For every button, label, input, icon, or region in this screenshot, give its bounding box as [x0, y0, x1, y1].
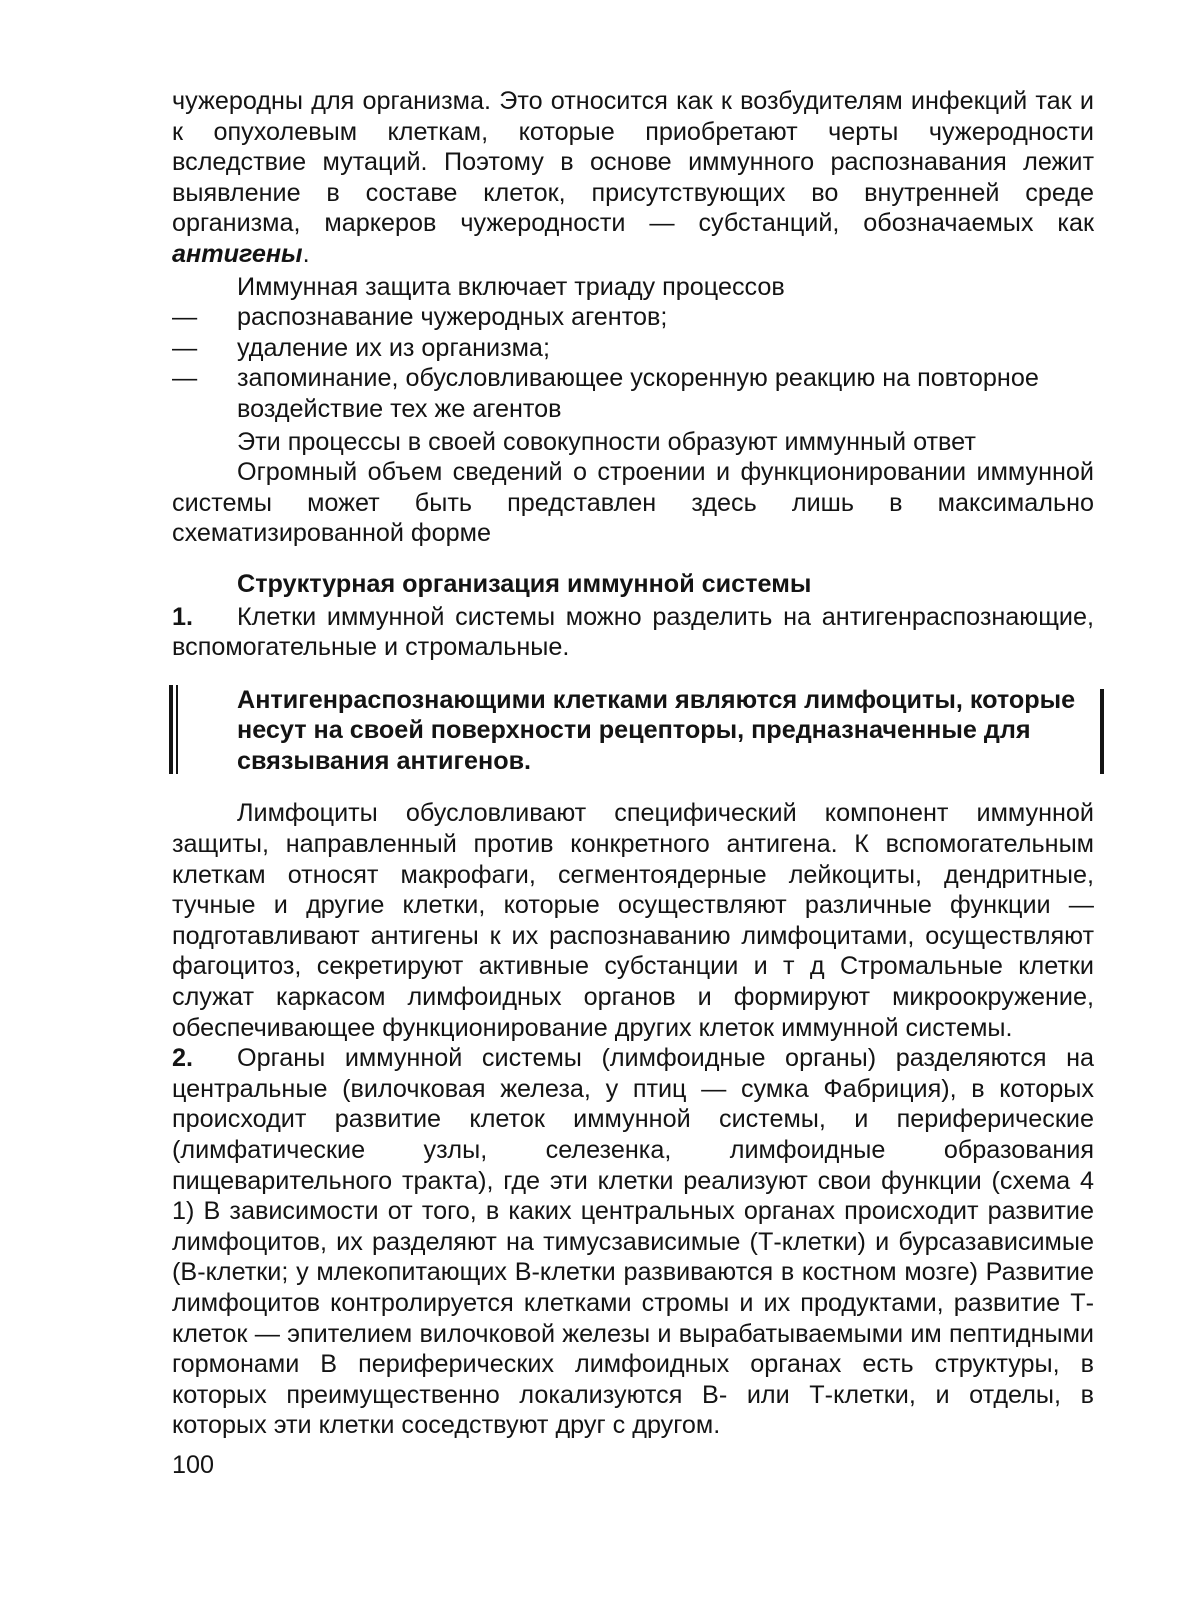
callout-right-bar [1100, 689, 1104, 775]
triad-item-text: удаление их из организма; [237, 333, 550, 362]
triad-item-3 [172, 363, 1094, 424]
intro-end: . [302, 239, 310, 268]
point-2 [172, 1043, 1094, 1441]
lymphocytes-paragraph: Лимфоциты обусловливают специфический компонент иммунной защиты, направленный против конкретного антигена. К вспомогательным клеткам относят макрофаги, сегментоядерные лейкоциты, дендритные, тучные и другие клетки, которые осуществляют различные функции — подготавливают антигены к их распознаванию лимфоцитами, осуществляют фагоцитоз, секретируют активные субстанции и т д Стромальные клетки служат каркасом лимфоидных органов и формируют микроокружение, обеспечивающее функционирование других клеток иммунной системы. [172, 799, 1094, 1042]
dash-marker: — [172, 333, 198, 362]
callout-text: Антигенраспознающими клетками являются лимфоциты, которые несут на своей поверхности рецепторы, предназначенные для связывания антигенов. [237, 685, 1076, 775]
text-column [172, 86, 1094, 1441]
callout-box [172, 685, 1094, 777]
intro-paragraph [172, 86, 1094, 270]
response-paragraph: Эти процессы в своей совокупности образуют иммунный ответ [237, 427, 976, 456]
point-2-text: Органы иммунной системы (лимфоидные органы) разделяются на центральные (вилочковая железа, у птиц — сумка Фабриция), в которых происходит развитие клеток иммунной системы, и периферические (лимфатические узлы, селезенка, лимфоидные образования пищеварительного тракта), где эти клетки реализуют свои функции (схема 4 1) В зависимости от того, в каких центральных органах происходит развитие лимфоцитов, их разделяют на тимусзависимые (Т-клетки) и бурсазависимые (В-клетки; у млекопитающих В-клетки развиваются в костном мозге) Развитие лимфоцитов контролируется клетками стромы и их продуктами, развитие Т-клеток — эпителием вилочковой железы и вырабатываемыми им пептидными гормонами В периферических лимфоидных органах есть структуры, в которых преимущественно локализуются В- или Т-клетки, и отделы, в которых эти клетки соседствуют друг с другом. [172, 1044, 1094, 1440]
triad-intro: Иммунная защита включает триаду процессов [237, 272, 785, 301]
triad-item-text: распознавание чужеродных агентов; [237, 303, 668, 332]
triad-item-text: запоминание, обусловливающее ускоренную реакцию на повторное воздействие тех же агентов [237, 364, 1039, 423]
point-1-text: Клетки иммунной системы можно разделить на антигенраспознающие, вспомогательные и стромальные. [172, 602, 1094, 662]
point-1 [172, 602, 1094, 663]
point-1-number: 1. [172, 602, 194, 631]
intro-text: чужеродны для организма. Это относится как к возбудителям инфекций так и к опухолевым клеткам, которые приобретают черты чужеродности вследствие мутаций. Поэтому в основе иммунного распознавания лежит выявление в составе клеток, присутствующих во внутренней среде организма, маркеров чужеродности — субстанций, обозначаемых как [172, 87, 1094, 238]
point-2-number: 2. [172, 1044, 194, 1073]
section-title: Структурная организация иммунной системы [237, 569, 812, 598]
callout-left-bar-thin [176, 685, 178, 775]
dash-marker: — [172, 303, 198, 332]
antigens-term: антигены [172, 239, 303, 268]
page-number: 100 [172, 1451, 215, 1479]
triad-item-2 [172, 333, 1094, 364]
dash-marker: — [172, 364, 198, 393]
volume-paragraph: Огромный объем сведений о строении и функционировании иммунной системы может быть представлен здесь лишь в максимально схематизированной форме [172, 458, 1094, 548]
callout-left-bar [169, 685, 173, 775]
triad-item-1 [172, 302, 1094, 333]
